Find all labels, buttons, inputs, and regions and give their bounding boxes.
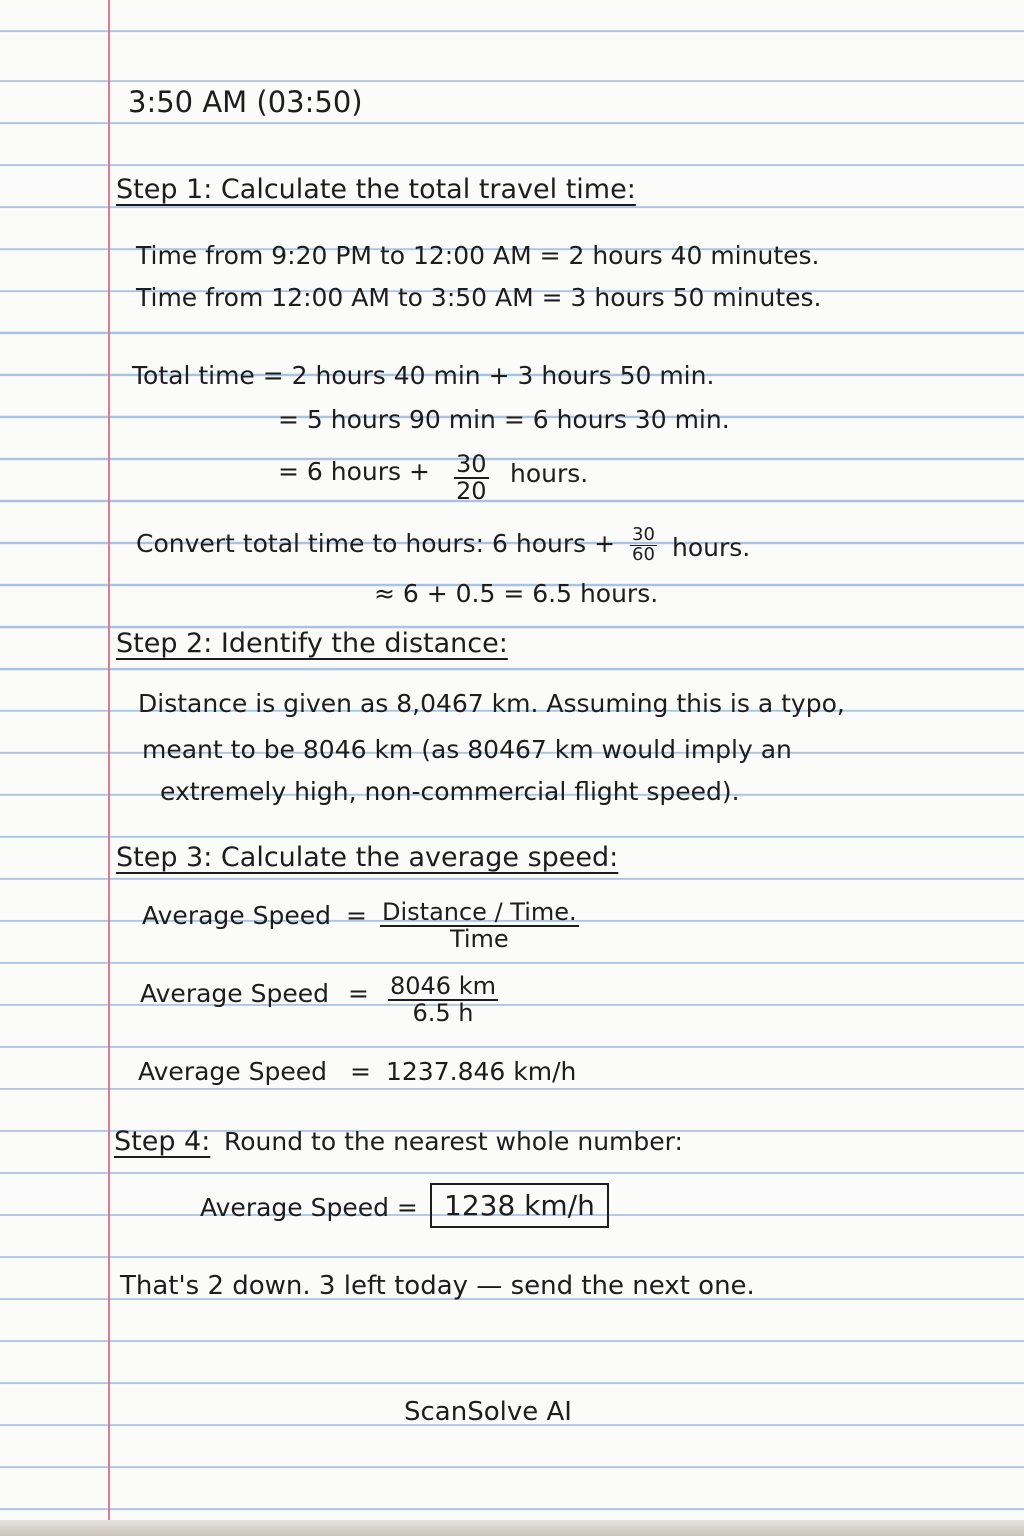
step3-formula-fraction bbox=[380, 900, 579, 952]
margin-line bbox=[108, 0, 110, 1520]
step4-heading: Step 4: bbox=[114, 1126, 211, 1157]
step2-line2: meant to be 8046 km (as 80467 km would imply an bbox=[142, 735, 792, 764]
step1-total2: = 5 hours 90 min = 6 hours 30 min. bbox=[278, 405, 730, 434]
step3-row1-label: Average Speed bbox=[142, 901, 331, 930]
final-answer-box: 1238 km/h bbox=[430, 1183, 609, 1228]
step1-approx: ≈ 6 + 0.5 = 6.5 hours. bbox=[374, 579, 659, 608]
step3-result: 1237.846 km/h bbox=[386, 1057, 577, 1086]
step3-row2-label: Average Speed bbox=[140, 979, 329, 1008]
fraction-numerator: 8046 km bbox=[390, 972, 496, 1000]
step2-line1: Distance is given as 8,0467 km. Assuming this is a typo, bbox=[138, 689, 845, 718]
fraction-denominator: 20 bbox=[456, 477, 487, 506]
step1-convert-post: hours. bbox=[672, 533, 751, 562]
step1-total3-pre: = 6 hours + bbox=[278, 457, 430, 486]
fraction-denominator: 6.5 h bbox=[412, 999, 474, 1028]
step1-line2: Time from 12:00 AM to 3:50 AM = 3 hours 50 minutes. bbox=[136, 283, 822, 312]
step1-total3-post: hours. bbox=[510, 459, 589, 488]
step3-row3-equals: = bbox=[350, 1057, 371, 1086]
step1-total1: Total time = 2 hours 40 min + 3 hours 50 min. bbox=[132, 361, 715, 390]
step3-row2-equals: = bbox=[348, 979, 369, 1008]
step4-heading-rest: Round to the nearest whole number: bbox=[224, 1127, 683, 1156]
fraction-denominator: Time bbox=[449, 925, 509, 954]
page-edge bbox=[0, 1520, 1024, 1536]
brand-label: ScanSolve AI bbox=[404, 1397, 572, 1427]
header-time: 3:50 AM (03:50) bbox=[128, 85, 363, 119]
step1-line1: Time from 9:20 PM to 12:00 AM = 2 hours 40 minutes. bbox=[136, 241, 820, 270]
step3-row3-label: Average Speed bbox=[138, 1057, 327, 1086]
fraction-numerator: 30 bbox=[456, 450, 487, 478]
step4-label: Average Speed = bbox=[200, 1193, 418, 1222]
step3-row1-equals: = bbox=[346, 901, 367, 930]
step1-heading: Step 1: Calculate the total travel time: bbox=[116, 174, 636, 205]
step3-heading: Step 3: Calculate the average speed: bbox=[116, 842, 619, 873]
step1-total3-fraction bbox=[454, 452, 489, 504]
step3-values-fraction bbox=[388, 974, 498, 1026]
fraction-numerator: Distance / Time. bbox=[382, 898, 577, 926]
step1-convert-pre: Convert total time to hours: 6 hours + bbox=[136, 529, 616, 558]
step2-line3: extremely high, non-commercial flight speed). bbox=[160, 777, 740, 806]
fraction-denominator: 60 bbox=[632, 543, 655, 565]
fraction-numerator: 30 bbox=[632, 524, 655, 545]
footer-note: That's 2 down. 3 left today — send the next one. bbox=[120, 1271, 755, 1301]
step1-convert-fraction bbox=[630, 526, 657, 565]
step2-heading: Step 2: Identify the distance: bbox=[116, 628, 508, 659]
